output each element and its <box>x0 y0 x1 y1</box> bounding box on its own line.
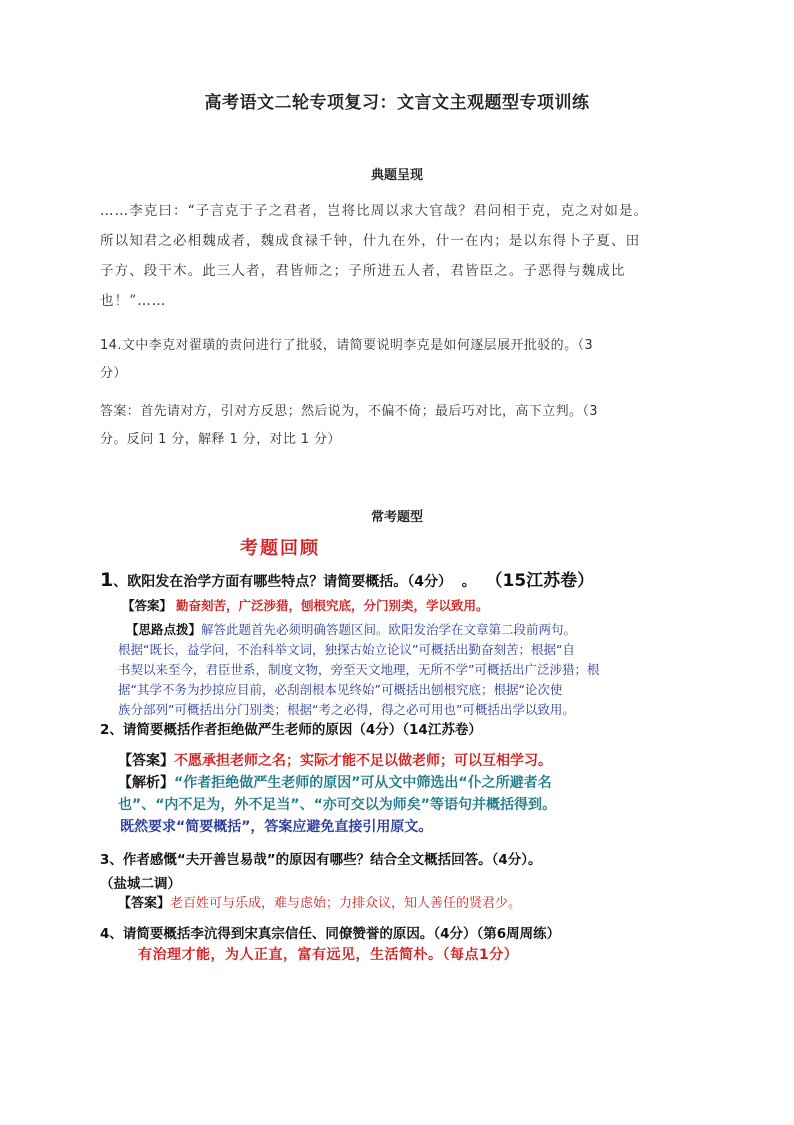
question-line: 3、作者感慨“夫开善岂易哉”的原因有哪些？结合全文概括回答。（4分）。 <box>100 852 542 868</box>
question-line: 分） <box>100 366 127 381</box>
review-heading: 考题回顾 <box>240 538 320 559</box>
answer-14 <box>100 398 700 454</box>
question-number: 1 <box>100 569 114 591</box>
section-heading-common: 常考题型 <box>370 510 423 525</box>
answer-label: 【答案】 <box>122 598 173 613</box>
passage-line: ……李克曰：“子言克于子之君者，岂将比周以求大官哉？君问相于克，克之对如是。 <box>100 203 649 219</box>
passage-line: 子方、段干木。此三人者，君皆师之；子所进五人者，君皆臣之。子恶得与魏成比 <box>100 263 626 279</box>
think-line: 根据“既长，益学问，不治科举文词，独探古始立论议”可概括出勤奋刻苦；根据“自 <box>118 642 575 657</box>
answer-label: 【答案】 <box>118 896 171 911</box>
think-line: 据“其学不务为抄掠应目前，必刮剖根本见终始”可概括出刨根究底；根据“论次使 <box>118 682 563 697</box>
document-title: 高考语文二轮专项复习：文言文主观题型专项训练 <box>204 93 590 113</box>
answer-line: 答案：首先请对方，引对方反思；然后说为，不偏不倚；最后巧对比，高下立判。（3 <box>100 404 598 419</box>
question-line: 14.文中李克对翟璜的责问进行了批驳，请简要说明李克是如何逐层展开批驳的。（3 <box>100 338 594 353</box>
analysis-line: 也”、“内不足为，外不足当”、“亦可交以为师矣”等语句并概括得到。 <box>118 797 557 813</box>
analysis-line: “作者拒绝做严生老师的原因”可从文中筛选出“仆之所避者名 <box>174 775 552 791</box>
question-4: 4、请简要概括李沆得到宋真宗信任、同僚赞誉的原因。（4分）（第6周周练） <box>100 926 561 942</box>
answer-text: 勤奋刻苦，广泛涉猎，刨根究底，分门别类，学以致用。 <box>176 598 489 613</box>
question-text: 、欧阳发在治学方面有哪些特点？请简要概括。（4分） <box>113 574 452 590</box>
think-label: 【思路点拨】 <box>126 622 202 637</box>
answer-text: 不愿承担老师之名；实际才能不足以做老师；可以互相学习。 <box>174 753 552 769</box>
answer-1 <box>122 596 489 614</box>
answer-label: 【答案】 <box>118 753 174 769</box>
question-1 <box>100 566 594 591</box>
answer-4: 有治理才能，为人正直，富有远见，生活简朴。（每点1分） <box>138 947 519 963</box>
question-14 <box>100 332 700 388</box>
question-line: （盐城二调） <box>100 876 181 892</box>
question-3 <box>100 848 542 892</box>
think-line: 族分部列”可概括出分门别类；根据“考之必得，得之必可用也”可概括出学以致用。 <box>118 702 575 717</box>
section-heading-typical: 典题呈现 <box>370 168 423 183</box>
question-source: （15江苏卷） <box>485 571 595 591</box>
passage-line: 也！”…… <box>100 293 167 309</box>
question-separator: 。 <box>461 574 476 590</box>
think-line: 解答此题首先必须明确答题区间。欧阳发治学在文章第二段前两句。 <box>201 622 577 637</box>
answer-2 <box>118 750 698 838</box>
answer-line: 分。反问 1 分，解释 1 分，对比 1 分） <box>100 432 341 447</box>
passage-line: 所以知君之必相魏成者，魏成食禄千钟，什九在外，什一在内；是以东得卜子夏、田 <box>100 233 641 249</box>
analysis-line: 既然要求“简要概括”，答案应避免直接引用原文。 <box>120 819 433 835</box>
question-2: 2、请简要概括作者拒绝做严生老师的原因（4分）（14江苏卷） <box>100 722 482 738</box>
answer-text: 老百姓可与乐成，难与虑始；力排众议，知人善任的贤君少。 <box>170 896 522 911</box>
analysis-label: 【解析】 <box>118 775 174 791</box>
answer-3 <box>118 892 521 911</box>
think-line: 书契以来至今，君臣世系，制度文物，旁至天文地理，无所不学”可概括出广泛涉猎；根 <box>118 662 600 677</box>
classical-passage <box>100 196 700 316</box>
thinking-tips <box>118 620 696 720</box>
